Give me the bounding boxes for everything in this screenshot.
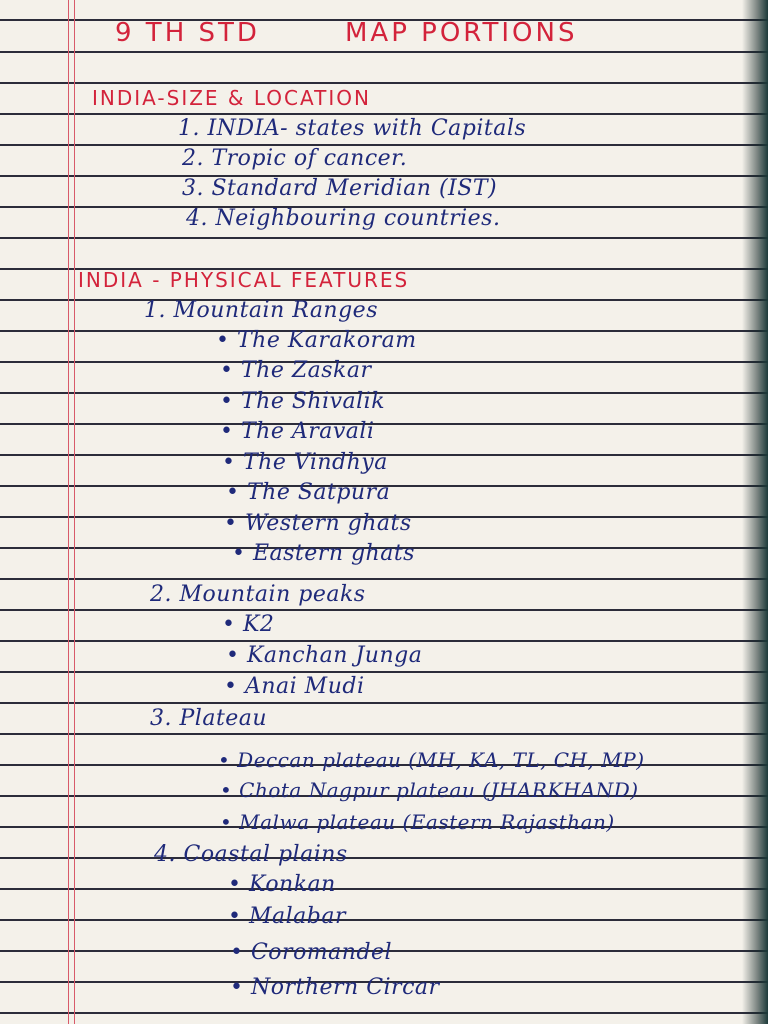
list-item: 3. Standard Meridian (IST) xyxy=(182,176,498,201)
section-heading-size-location: INDIA-SIZE & LOCATION xyxy=(92,86,371,110)
list-item: • The Shivalik xyxy=(220,389,386,414)
title-left: 9 TH STD xyxy=(115,18,260,48)
list-item: • Coromandel xyxy=(230,940,393,965)
list-item: • Konkan xyxy=(228,872,336,897)
list-item: • Malabar xyxy=(228,904,346,929)
subheading-mountain-ranges: 1. Mountain Ranges xyxy=(144,298,378,323)
list-item: • Deccan plateau (MH, KA, TL, CH, MP) xyxy=(218,748,645,772)
section-heading-physical-features: INDIA - PHYSICAL FEATURES xyxy=(78,268,410,292)
list-item: • The Karakoram xyxy=(216,328,417,353)
list-item: 1. INDIA- states with Capitals xyxy=(178,116,527,141)
list-item: • The Vindhya xyxy=(222,450,388,475)
margin-line xyxy=(74,0,75,1024)
list-item: • Kanchan Junga xyxy=(226,643,423,668)
list-item: • Western ghats xyxy=(224,511,412,536)
subheading-mountain-peaks: 2. Mountain peaks xyxy=(150,582,366,607)
margin-line xyxy=(68,0,69,1024)
list-item: 4. Neighbouring countries. xyxy=(186,206,501,231)
list-item: • K2 xyxy=(222,612,275,637)
list-item: • Malwa plateau (Eastern Rajasthan) xyxy=(220,810,615,834)
list-item: • Anai Mudi xyxy=(224,674,365,699)
list-item: 2. Tropic of cancer. xyxy=(182,146,408,171)
subheading-plateau: 3. Plateau xyxy=(150,706,268,731)
list-item: • The Aravali xyxy=(220,419,375,444)
list-item: • Northern Circar xyxy=(230,975,440,1000)
subheading-coastal-plains: 4. Coastal plains xyxy=(154,842,348,867)
list-item: • Chota Nagpur plateau (JHARKHAND) xyxy=(220,778,639,802)
list-item: • Eastern ghats xyxy=(232,541,415,566)
title-right: MAP PORTIONS xyxy=(345,18,578,48)
list-item: • The Satpura xyxy=(226,480,391,505)
list-item: • The Zaskar xyxy=(220,358,372,383)
